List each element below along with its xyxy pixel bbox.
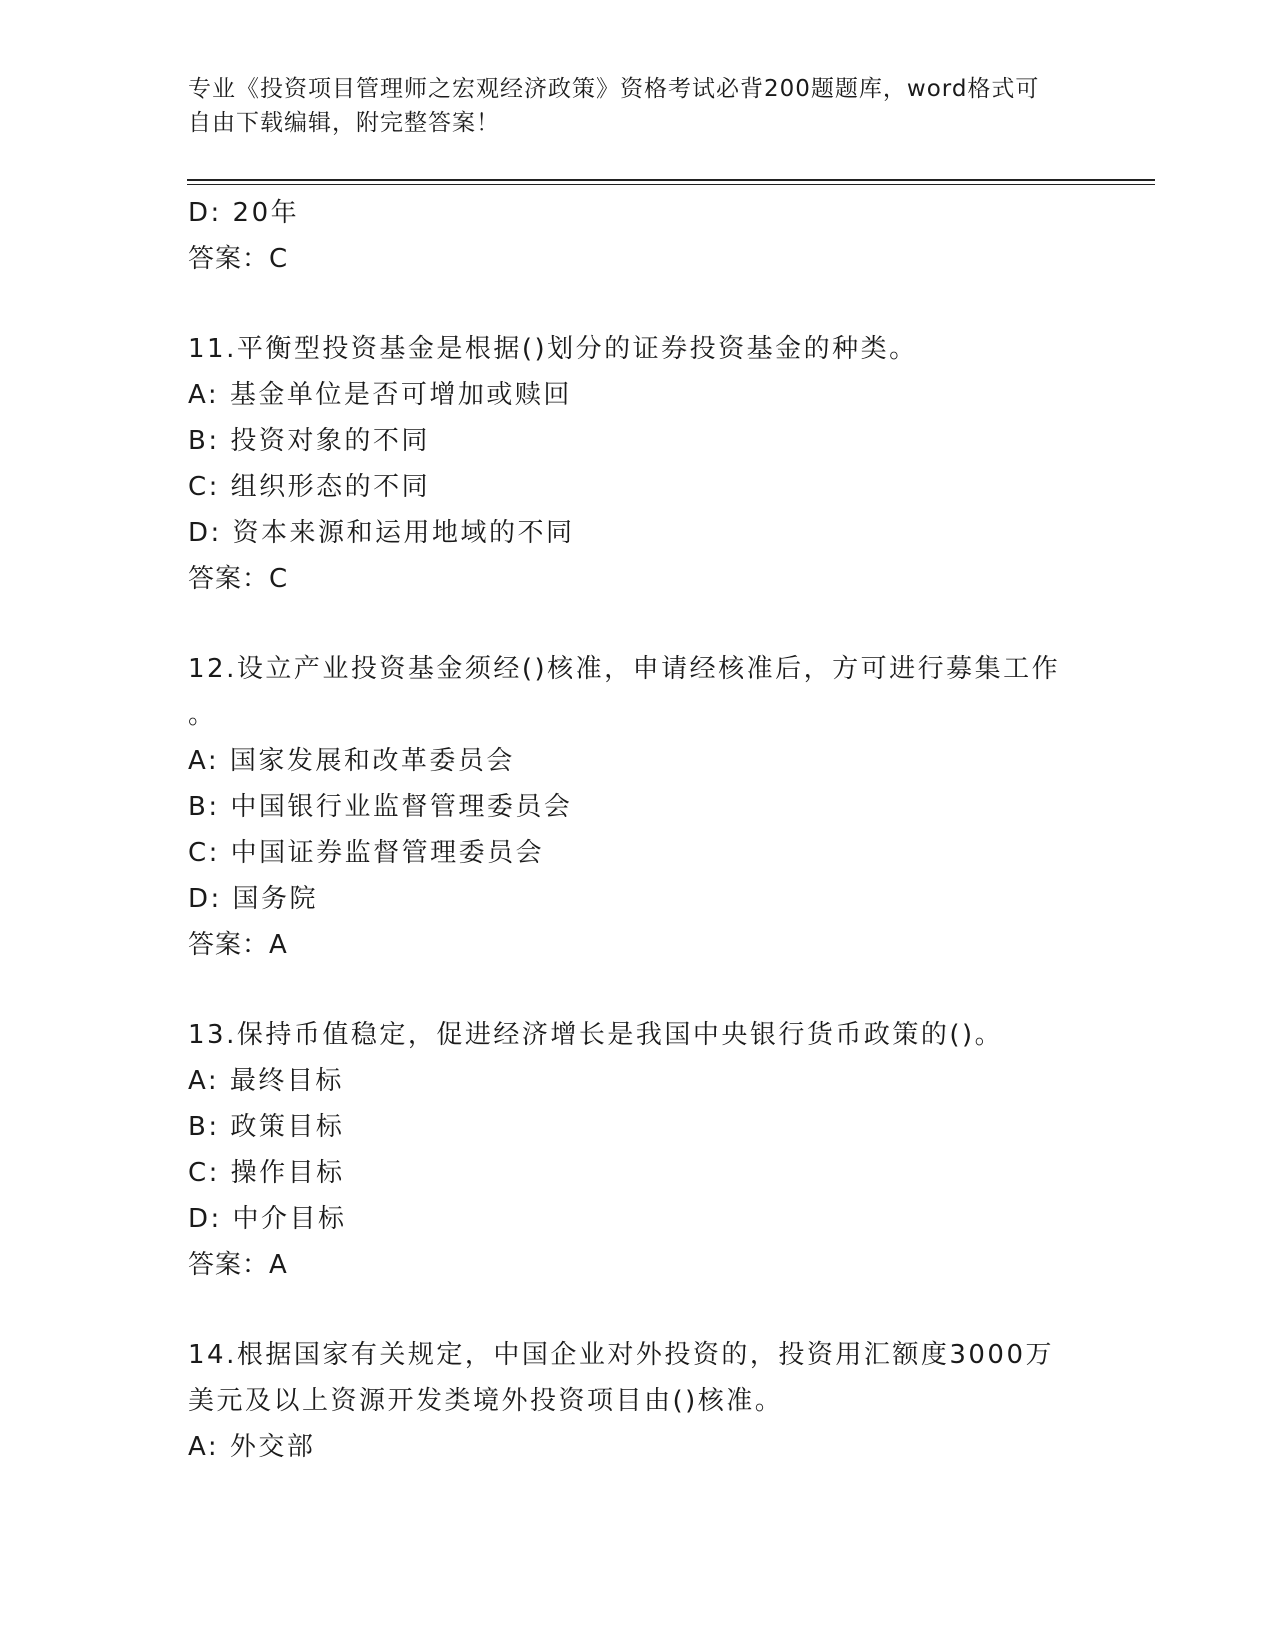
option-a: A: 基金单位是否可增加或赎回 (188, 380, 572, 410)
answer-text: 答案：C (188, 564, 289, 594)
header-line-1: 专业《投资项目管理师之宏观经济政策》资格考试必背200题题库，word格式可 (188, 76, 1040, 102)
question-stem: 14.根据国家有关规定，中国企业对外投资的，投资用汇额度3000万 (188, 1340, 1055, 1370)
question-stem: 12.设立产业投资基金须经()核准，申请经核准后，方可进行募集工作 (188, 654, 1061, 684)
option-c: C: 中国证券监督管理委员会 (188, 838, 545, 868)
option-d: D: 中介目标 (188, 1204, 347, 1234)
option-d: D: 资本来源和运用地域的不同 (188, 518, 575, 548)
option-b: B: 政策目标 (188, 1112, 345, 1142)
option-a: A: 最终目标 (188, 1066, 344, 1096)
question-12 (188, 646, 1088, 968)
question-stem-continuation: 。 (188, 700, 215, 730)
header-rule-thick (187, 179, 1155, 181)
option-c: C: 操作目标 (188, 1158, 345, 1188)
option-a: A: 外交部 (188, 1432, 316, 1462)
question-14 (188, 1332, 1088, 1470)
option-c: C: 组织形态的不同 (188, 472, 431, 502)
question-11 (188, 326, 1088, 602)
document-header (188, 72, 1068, 140)
question-13 (188, 1012, 1088, 1288)
option-a: A: 国家发展和改革委员会 (188, 746, 515, 776)
question-stem: 11.平衡型投资基金是根据()划分的证券投资基金的种类。 (188, 334, 918, 364)
question-stem-continuation: 美元及以上资源开发类境外投资项目由()核准。 (188, 1386, 784, 1416)
answer-text: 答案：C (188, 244, 289, 274)
answer-text: 答案：A (188, 1250, 288, 1280)
option-b: B: 投资对象的不同 (188, 426, 430, 456)
carryover-block (188, 190, 1088, 282)
header-rule-thin (187, 184, 1155, 185)
answer-text: 答案：A (188, 930, 288, 960)
question-list (188, 190, 1088, 1470)
question-stem: 13.保持币值稳定，促进经济增长是我国中央银行货币政策的()。 (188, 1020, 1004, 1050)
option-b: B: 中国银行业监督管理委员会 (188, 792, 573, 822)
option-d: D: 国务院 (188, 884, 319, 914)
header-line-2: 自由下载编辑，附完整答案！ (188, 110, 500, 136)
option-d: D: 20年 (188, 198, 300, 228)
